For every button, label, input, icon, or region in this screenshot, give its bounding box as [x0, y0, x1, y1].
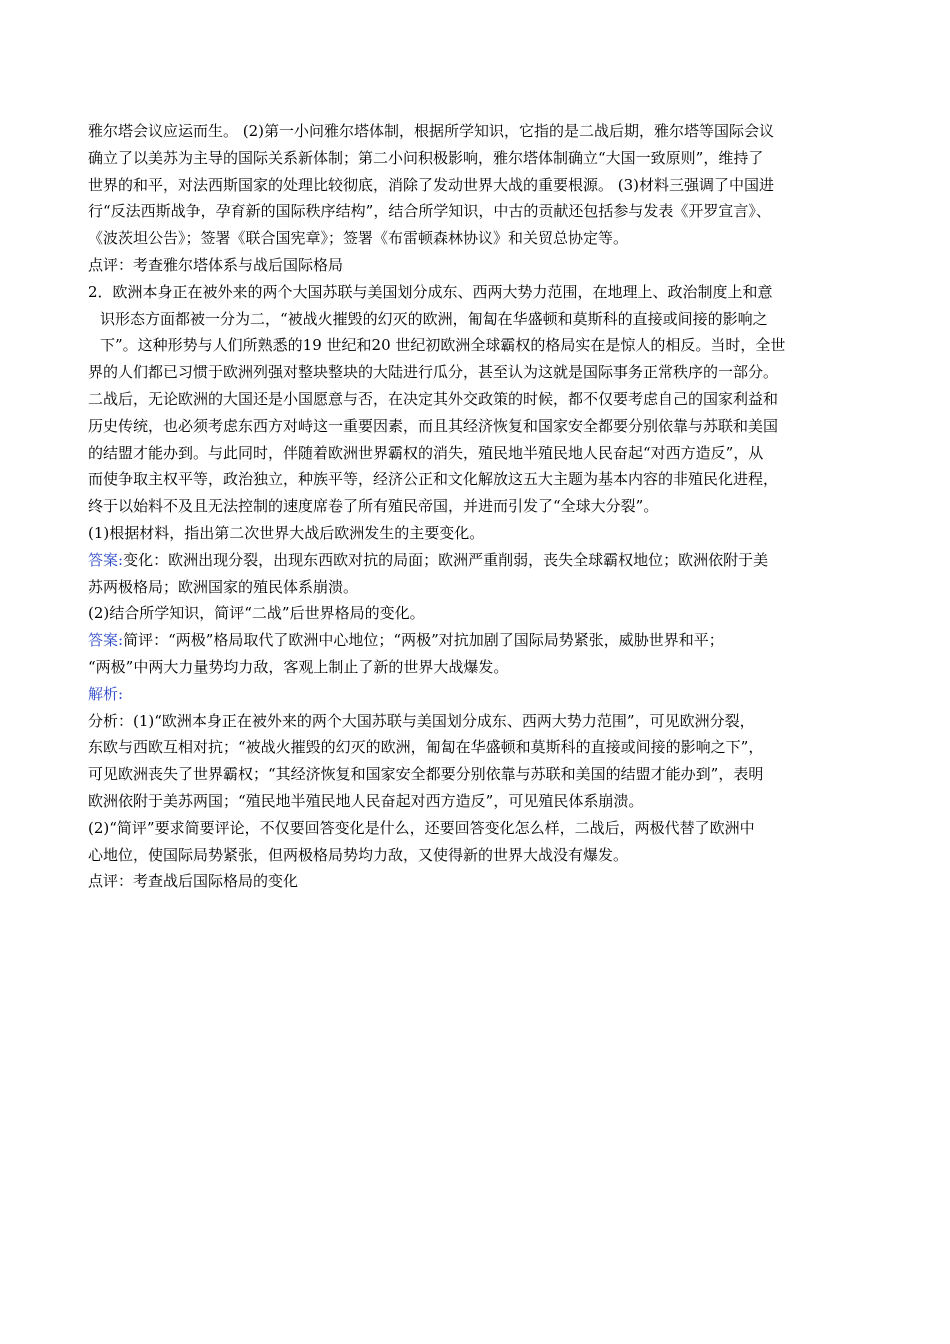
q1-tail-line: 雅尔塔会议应运而生。 (2)第一小问雅尔塔体制，根据所学知识，它指的是二战后期，雅尔塔等国际会议	[88, 122, 775, 140]
q2-material-line: 下”。这种形势与人们所熟悉的19 世纪和20 世纪初欧洲全球霸权的格局实在是惊人的相反。当时，全世	[100, 336, 786, 355]
answer-label: 答案:	[88, 550, 124, 569]
analysis-line: 心地位，使国际局势紧张，但两极格局势均力敌，又使得新的世界大战没有爆发。	[88, 845, 629, 864]
q2-sub2-answer-line2: “两极”中两大力量势均力敌，客观上制止了新的世界大战爆发。	[88, 657, 509, 676]
q2-material-line: 二战后，无论欧洲的大国还是小国愿意与否，在决定其外交政策的时候，都不仅要考虑自己的国家利益和	[88, 389, 779, 408]
q2-sub1-answer	[88, 547, 868, 574]
analysis-line: (2)“简评”要求简要评论，不仅要回答变化是什么，还要回答变化怎么样，二战后，两极代替了欧洲中	[88, 818, 755, 837]
q2-comment: 点评：考查战后国际格局的变化	[88, 872, 299, 891]
q2-material-line: 识形态方面都被一分为二，“被战火摧毁的幻灭的欧洲，匍匐在华盛顿和莫斯科的直接或间接的影响之	[100, 309, 768, 328]
answer-text: 变化：欧洲出现分裂，出现东西欧对抗的局面；欧洲严重削弱，丧失全球霸权地位；欧洲依附于美	[123, 550, 769, 569]
q2-sub2-answer	[88, 627, 868, 654]
q1-tail-line: 《波茨坦公告》；签署《联合国宪章》；签署《布雷顿森林协议》和关贸总协定等。	[88, 229, 629, 248]
q2-sub1-answer-line2: 苏两极格局；欧洲国家的殖民体系崩溃。	[88, 577, 359, 596]
analysis-line: 东欧与西欧互相对抗；“被战火摧毁的幻灭的欧洲，匍匐在华盛顿和莫斯科的直接或间接的影响之下”，	[88, 738, 764, 757]
q1-tail-line: 世界的和平，对法西斯国家的处理比较彻底，消除了发动世界大战的重要根源。 (3)材料三强调了中国进	[88, 175, 775, 194]
q2-material-line: 界的人们都已习惯于欧洲列强对整块整块的大陆进行瓜分，甚至认为这就是国际事务正常秩序的一部分。	[88, 363, 779, 382]
analysis-label: 解析:	[88, 684, 124, 703]
q2-material-line: 历史传统，也必须考虑东西方对峙这一重要因素，而且其经济恢复和国家安全都要分别依靠与苏联和美国	[88, 416, 779, 435]
answer-label: 答案:	[88, 631, 124, 650]
q1-tail-line: 行“反法西斯战争，孕育新的国际秩序结构”，结合所学知识，中古的贡献还包括参与发表《开罗宣言》、	[88, 202, 771, 221]
q1-tail-line: 确立了以美苏为主导的国际关系新体制；第二小问积极影响，雅尔塔体制确立“大国一致原则”，维持了	[88, 148, 764, 167]
q2-sub1-question: (1)根据材料，指出第二次世界大战后欧洲发生的主要变化。	[88, 523, 485, 542]
q2-material-line: 的结盟才能办到。与此同时，伴随着欧洲世界霸权的消失，殖民地半殖民地人民奋起“对西方造反”，从	[88, 443, 764, 462]
analysis-line: 欧洲依附于美苏两国；“殖民地半殖民地人民奋起对西方造反”，可见殖民体系崩溃。	[88, 791, 644, 810]
q2-material-line: 2．欧洲本身正在被外来的两个大国苏联与美国划分成东、西两大势力范围，在地理上、政治制度上和意	[88, 282, 773, 301]
answer-text: 简评：“两极”格局取代了欧洲中心地位；“两极”对抗加剧了国际局势紧张，威胁世界和平；	[123, 631, 724, 650]
document-page	[88, 118, 868, 895]
analysis-line: 分析：(1)“欧洲本身正在被外来的两个大国苏联与美国划分成东、西两大势力范围”，可见欧洲分裂，	[88, 711, 755, 730]
q1-comment: 点评：考查雅尔塔体系与战后国际格局	[88, 255, 344, 274]
q2-material-line: 终于以始料不及且无法控制的速度席卷了所有殖民帝国，并进而引发了“全球大分裂”。	[88, 497, 659, 516]
q2-material-line: 而使争取主权平等，政治独立，种族平等，经济公正和文化解放这五大主题为基本内容的非殖民化进程，	[88, 470, 779, 489]
analysis-line: 可见欧洲丧失了世界霸权；“其经济恢复和国家安全都要分别依靠与苏联和美国的结盟才能办到”，表明	[88, 765, 764, 784]
q2-sub2-question: (2)结合所学知识，简评“二战”后世界格局的变化。	[88, 604, 425, 623]
